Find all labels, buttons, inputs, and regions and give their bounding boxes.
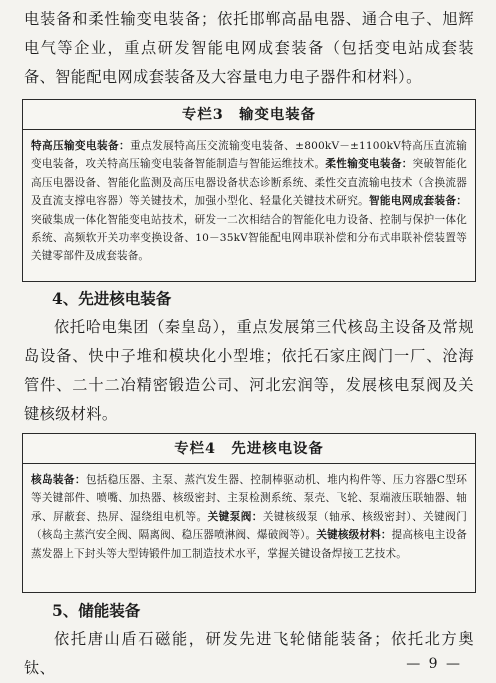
box4-item1-text: 包括稳压器、主泵、蒸汽发生器、控制棒驱动机、堆内构件等、压力容器C型环等关键部件、喷嘴、加热器、核级密封、主泵检测系统、泵壳、飞轮、泵端液压联轴器、轴承、屏蔽套、热屏、湿绕组电机等。 xyxy=(31,474,467,523)
box3-item1-label: 特高压输变电装备： xyxy=(31,140,131,152)
section5-heading: 5、储能装备 xyxy=(52,601,141,620)
box4-title: 专栏4 先进核电设备 xyxy=(23,434,475,464)
box3-item2-label: 柔性输变电装备： xyxy=(325,158,413,171)
box3-item1-text: 重点发展特高压交流输变电装备、±800kV－±1100kV特高压直流输变电装备，攻关特高压输变电装备智能制造与智能运维技术。 xyxy=(31,140,467,171)
box3-item3-label: 智能电网成套装备： xyxy=(369,195,467,208)
box4-item2-text: 关键核级泵（轴承、核级密封）、关键阀门（核岛主蒸汽安全阀、隔离阀、稳压器喷淋阀、爆破阀等）。 xyxy=(31,510,467,542)
page-number: — 9 — xyxy=(406,656,462,672)
box3-item2-text: 突破智能化高压电器设备、智能化监测及高压电器设备状态诊断系统、柔性交直流输电技术（含换流器及直流支撑电容器）等关键技术，加强小型化、轻量化关键技术研究。 xyxy=(31,158,467,208)
section4-paragraph: 依托哈电集团（秦皇岛），重点发展第三代核岛主设备及常规岛设备、快中子堆和模块化小型堆；依托石家庄阀门一厂、沧海管件、二十二冶精密锻造公司、河北宏润等，发展核电泵阀及关键核级材料。 xyxy=(24,318,474,423)
section5-paragraph: 依托唐山盾石磁能，研发先进飞轮储能装备；依托北方奥钛、 xyxy=(24,630,474,677)
box-transmission-equipment xyxy=(22,99,476,282)
box3-title: 专栏3 输变电装备 xyxy=(23,100,475,130)
box-nuclear-equipment xyxy=(22,433,476,593)
box3-body xyxy=(23,130,475,272)
box4-body xyxy=(23,464,475,569)
intro-paragraph: 电装备和柔性输变电装备；依托邯郸高晶电器、通合电子、旭辉电气等企业，重点研发智能电网成套装备（包括变电站成套装备、智能配电网成套装备及大容量电力电子器件和材料）。 xyxy=(24,10,474,86)
box4-item3-label: 关键核级材料： xyxy=(316,529,392,542)
box3-item3-text: 突破集成一体化智能变电站技术，研发一二次相结合的智能化电力设备、控制与保护一体化系统、高频软开关功率变换设备、10－35kV智能配电网串联补偿和分布式串联补偿装置等关键零部件及成套装备。 xyxy=(31,213,467,263)
box4-item3-text: 提高核电主设备蒸发器上下封头等大型铸锻件加工制造技术水平，掌握关键设备焊接工艺技术。 xyxy=(31,529,467,560)
section4-heading: 4、先进核电装备 xyxy=(52,289,172,308)
box4-item1-label: 核岛装备： xyxy=(31,474,86,486)
box4-item2-label: 关键泵阀： xyxy=(207,510,263,523)
